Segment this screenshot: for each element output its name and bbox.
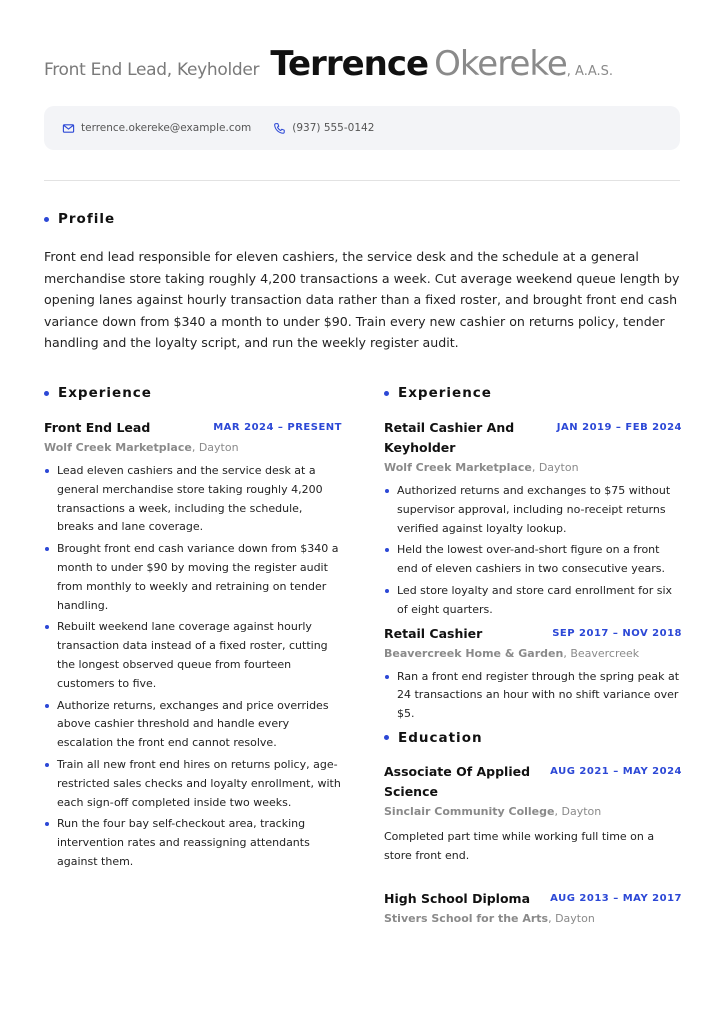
education-date: AUG 2013 – MAY 2017 <box>550 892 682 904</box>
education-entry <box>384 762 682 865</box>
job-bullets <box>384 668 682 724</box>
education-date: AUG 2021 – MAY 2024 <box>550 765 682 777</box>
job-bullet: Brought front end cash variance down from $340 a month to under $90 by moving the register audit from monthly to weekly and retraining on tender handling. <box>44 540 342 615</box>
profile-heading-text: Profile <box>58 211 116 227</box>
school-location: , Dayton <box>554 804 602 818</box>
contact-bar <box>44 106 680 150</box>
company-location: , Beavercreek <box>563 646 640 660</box>
education-description: Completed part time while working full time on a store front end. <box>384 829 655 862</box>
job-entry <box>384 418 682 620</box>
job-bullet: Authorize returns, exchanges and price overrides above cashier threshold and handle every escalation the front end cannot resolve. <box>44 697 342 753</box>
email-item[interactable] <box>62 122 251 135</box>
degree-title: High School Diploma <box>384 890 531 906</box>
experience-heading-text: Experience <box>58 385 152 401</box>
first-name: Terrence <box>270 44 429 84</box>
school-name: Sinclair Community College <box>384 804 555 818</box>
education-heading-text: Education <box>398 729 483 746</box>
phone-icon <box>273 122 286 135</box>
resume-header <box>44 44 684 90</box>
job-bullet: Lead eleven cashiers and the service desk at a general merchandise store taking roughly 4,200 transactions a week, including the schedule, breaks and lane coverage. <box>44 462 342 537</box>
company-name: Wolf Creek Marketplace <box>384 461 532 474</box>
email-text[interactable]: terrence.okereke@example.com <box>81 122 252 134</box>
job-bullets <box>44 462 342 872</box>
job-bullet: Led store loyalty and store card enrollment for six of eight quarters. <box>384 582 682 620</box>
left-column <box>44 418 342 875</box>
job-bullet: Run the four bay self-checkout area, tracking intervention rates and reassigning attendants against them. <box>44 815 342 871</box>
job-company <box>384 460 682 476</box>
education-entry <box>384 889 682 927</box>
job-bullet: Train all new front end hires on returns policy, age-restricted sales checks and loyalty enrollment, with each sign-off completed inside two weeks. <box>44 756 342 812</box>
right-column <box>384 418 682 927</box>
experience-heading-left <box>44 385 152 401</box>
job-entry <box>44 418 342 872</box>
job-entry <box>384 624 682 724</box>
job-company <box>384 646 682 662</box>
bullet-dot <box>44 217 49 222</box>
job-bullet: Held the lowest over-and-short figure on a front end of eleven cashiers in two consecutive years. <box>384 541 682 579</box>
job-title: Front End Lead, Keyholder <box>44 60 260 80</box>
company-location: , Dayton <box>531 461 579 474</box>
bullet-dot <box>384 391 389 396</box>
job-bullet: Authorized returns and exchanges to $75 without supervisor approval, including no-receipt returns verified against loyalty lookup. <box>384 482 682 538</box>
mail-icon <box>62 122 75 135</box>
phone-text[interactable]: (937) 555-0142 <box>292 122 375 134</box>
job-bullet: Rebuilt weekend lane coverage against hourly transaction data instead of a fixed roster, cutting the longest observed queue from fourteen customers to five. <box>44 618 342 693</box>
school <box>384 804 682 820</box>
bullet-dot <box>44 391 49 396</box>
bullet-dot <box>384 735 389 740</box>
job-date: MAR 2024 – PRESENT <box>213 422 342 433</box>
phone-item[interactable] <box>273 122 374 135</box>
degree-title: Associate Of Applied Science <box>384 763 531 799</box>
profile-summary: Front end lead responsible for eleven cashiers, the service desk and the schedule at a general merchandise store taking roughly 4,200 transactions a week. Cut average weekend queue length by opening lanes against hourly transaction data rather than a fixed roster, and brought front end cash variance down from $340 a month to under $90. Train every new cashier on returns policy, tender handling and the loyalty script, and run the weekly register audit. <box>44 249 680 350</box>
job-title: Retail Cashier <box>384 625 483 641</box>
last-name: Okereke <box>434 44 567 84</box>
profile-heading <box>44 211 115 227</box>
job-bullet: Ran a front end register through the spring peak at 24 transactions an hour with no shift variance over $5. <box>384 668 682 724</box>
school-location: , Dayton <box>548 911 595 925</box>
job-title: Front End Lead <box>44 420 151 435</box>
company-location: , Dayton <box>191 441 239 454</box>
job-date: JAN 2019 – FEB 2024 <box>556 422 682 433</box>
experience-heading-right <box>384 385 492 401</box>
job-title: Retail Cashier And Keyholder <box>384 420 515 455</box>
education-heading <box>384 730 682 746</box>
school-name: Stivers School for the Arts <box>384 911 549 925</box>
header-divider <box>44 180 680 181</box>
job-company <box>44 440 342 456</box>
company-name: Wolf Creek Marketplace <box>44 441 192 454</box>
job-bullets <box>384 482 682 620</box>
company-name: Beavercreek Home & Garden <box>384 646 564 660</box>
job-date: SEP 2017 – NOV 2018 <box>552 627 682 639</box>
credential-suffix: , A.A.S. <box>566 64 614 79</box>
experience-heading-text: Experience <box>398 385 492 401</box>
school <box>384 911 682 927</box>
